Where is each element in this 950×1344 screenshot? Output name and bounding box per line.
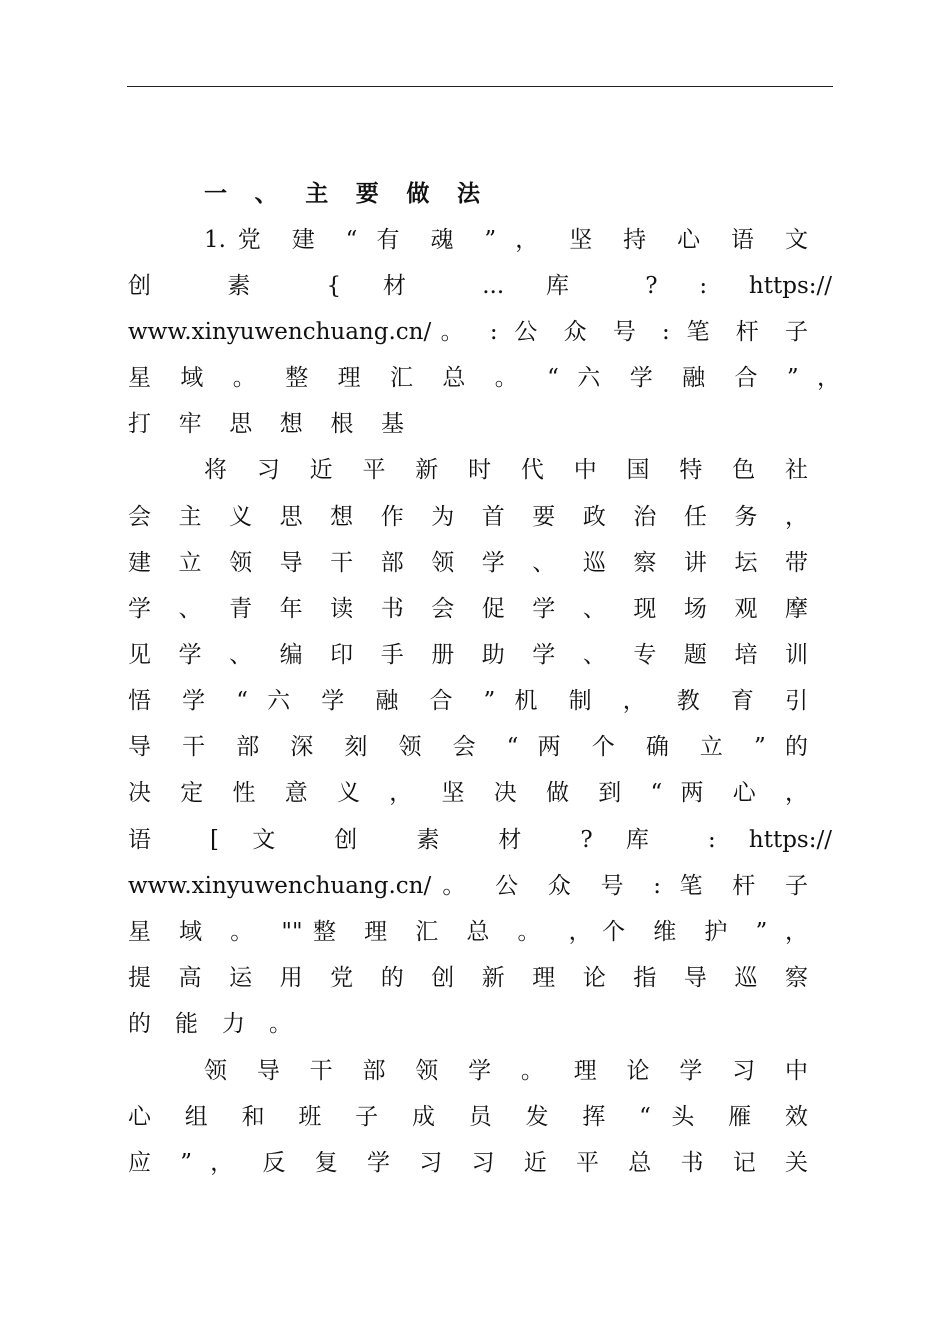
paragraph-line: 领 导 干 部 领 学 。 理 论 学 习 中: [204, 1058, 808, 1084]
paragraph-line: 见 学 、 编 印 手 册 助 学 、 专 题 培 训: [128, 642, 808, 668]
section-heading: 一 、 主 要 做 法: [204, 180, 480, 207]
paragraph-line: 会 主 义 思 想 作 为 首 要 政 治 任 务 ，: [128, 504, 808, 530]
paragraph-line: www.xinyuwenchuang.cn/。 : 公 众 号 : 笔 杆 子: [128, 319, 808, 345]
paragraph-line: 创 素 { 材 ... 库 ? : https://: [128, 273, 832, 299]
paragraph-line: www.xinyuwenchuang.cn/。 公 众 号 : 笔 杆 子: [128, 873, 808, 899]
paragraph-line: 的 能 力 。: [128, 1011, 292, 1037]
paragraph-line: 导 干 部 深 刻 领 会 “ 两 个 确 立 ” 的: [128, 734, 808, 760]
paragraph-line: 语 [ 文 创 素 材 ? 库 : https://: [128, 827, 832, 853]
paragraph-line: 将 习 近 平 新 时 代 中 国 特 色 社: [204, 457, 808, 483]
paragraph-line: 星 域 。 ""整 理 汇 总 。 ，个 维 护 ” ，: [128, 919, 808, 945]
paragraph-line: 决 定 性 意 义 ， 坚 决 做 到 “ 两 心 ，: [128, 780, 808, 806]
paragraph-line: 1.党 建 “ 有 魂 ” ， 坚 持 心 语 文: [204, 227, 808, 253]
paragraph-line: 学 、 青 年 读 书 会 促 学 、 现 场 观 摩: [128, 596, 808, 622]
paragraph-line: 提 高 运 用 党 的 创 新 理 论 指 导 巡 察: [128, 965, 808, 991]
paragraph-line: 应 ” ， 反 复 学 习 习 近 平 总 书 记 关: [128, 1150, 808, 1176]
paragraph-line: 心 组 和 班 子 成 员 发 挥 “ 头 雁 效: [128, 1104, 808, 1130]
header-rule: [127, 86, 833, 87]
paragraph-line: 打 牢 思 想 根 基: [128, 411, 404, 437]
paragraph-line: 星 域 。 整 理 汇 总 。 “ 六 学 融 合 ” ，: [128, 365, 840, 391]
paragraph-line: 建 立 领 导 干 部 领 学 、 巡 察 讲 坛 带: [128, 550, 808, 576]
paragraph-line: 悟 学 “ 六 学 融 合 ” 机 制 ， 教 育 引: [128, 688, 808, 714]
